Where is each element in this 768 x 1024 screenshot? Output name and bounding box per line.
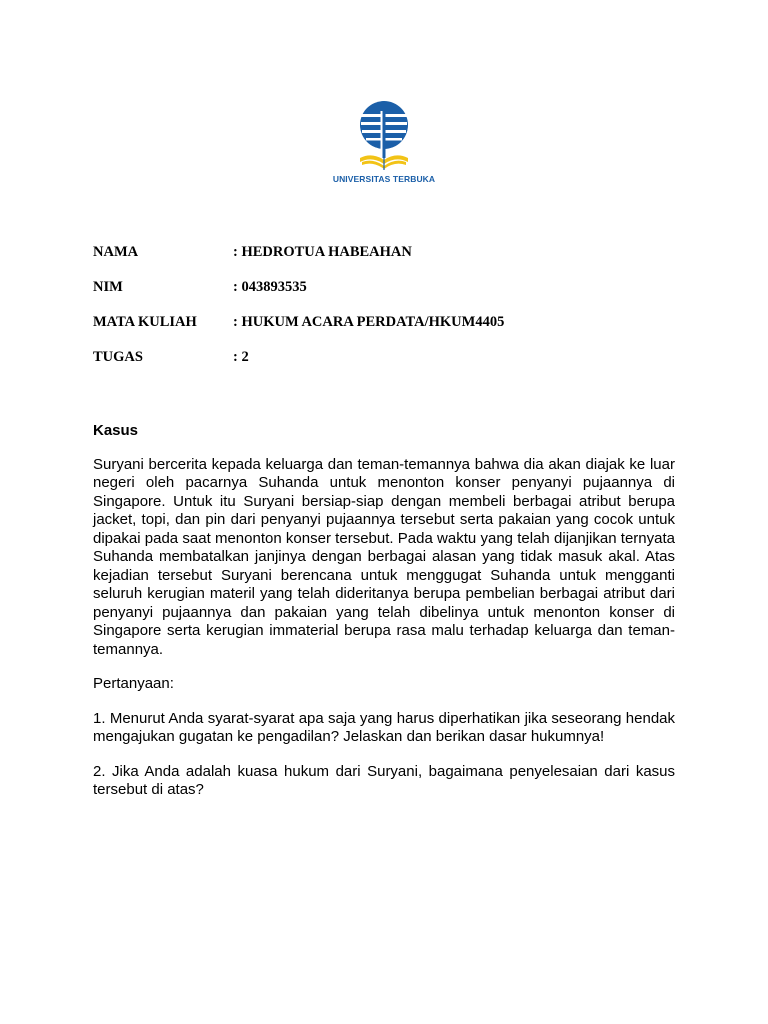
university-emblem-icon [356, 100, 412, 172]
university-logo [330, 100, 438, 190]
identity-label: NIM [93, 279, 123, 295]
case-paragraph: Suryani bercerita kepada keluarga dan teman-temannya bahwa dia akan diajak ke luar negeri oleh pacarnya Suhanda untuk menonton konser penyanyi pujaannya di Singapore. Untuk itu Suryani bersiap-siap dengan membeli berbagai atribut berupa jacket, topi, dan pin dari penyanyi pujaannya tersebut serta pakaian yang cocok untuk dipakai pada saat menonton konser tersebut. Pada waktu yang telah dijanjikan ternyata Suhanda membatalkan janjinya dengan berbagai alasan yang tidak masuk akal. Atas kejadian tersebut Suryani berencana untuk menggugat Suhanda untuk mengganti seluruh kerugian materil yang telah dideritanya berupa pembelian berbagai atribut dari penyanyi pujaannya dan pakaian yang telah dibelinya untuk menonton konser di Singapore serta kerugian immaterial berupa rasa malu terhadap keluarga dan teman-temannya. [93, 455, 675, 658]
identity-label: TUGAS [93, 349, 143, 365]
identity-label: MATA KULIAH [93, 314, 197, 330]
identity-label: NAMA [93, 244, 139, 260]
document-body [93, 422, 675, 816]
student-identity [93, 244, 504, 384]
identity-row-assignment [93, 349, 504, 384]
identity-row-name [93, 244, 504, 279]
university-name: UNIVERSITAS TERBUKA [332, 174, 436, 184]
question-item-2: 2. Jika Anda adalah kuasa hukum dari Suryani, bagaimana penyelesaian dari kasus tersebut di atas? [93, 762, 675, 798]
identity-value: : 2 [233, 349, 249, 365]
identity-value: : 043893535 [233, 279, 307, 295]
identity-value: : HEDROTUA HABEAHAN [233, 244, 412, 260]
identity-row-nim [93, 279, 504, 314]
question-item-1: 1. Menurut Anda syarat-syarat apa saja yang harus diperhatikan jika seseorang hendak mengajukan gugatan ke pengadilan? Jelaskan dan berikan dasar hukumnya! [93, 709, 675, 745]
identity-value: : HUKUM ACARA PERDATA/HKUM4405 [233, 314, 505, 330]
questions-heading: Pertanyaan: [93, 675, 174, 692]
case-heading: Kasus [93, 422, 139, 439]
identity-row-course [93, 314, 504, 349]
